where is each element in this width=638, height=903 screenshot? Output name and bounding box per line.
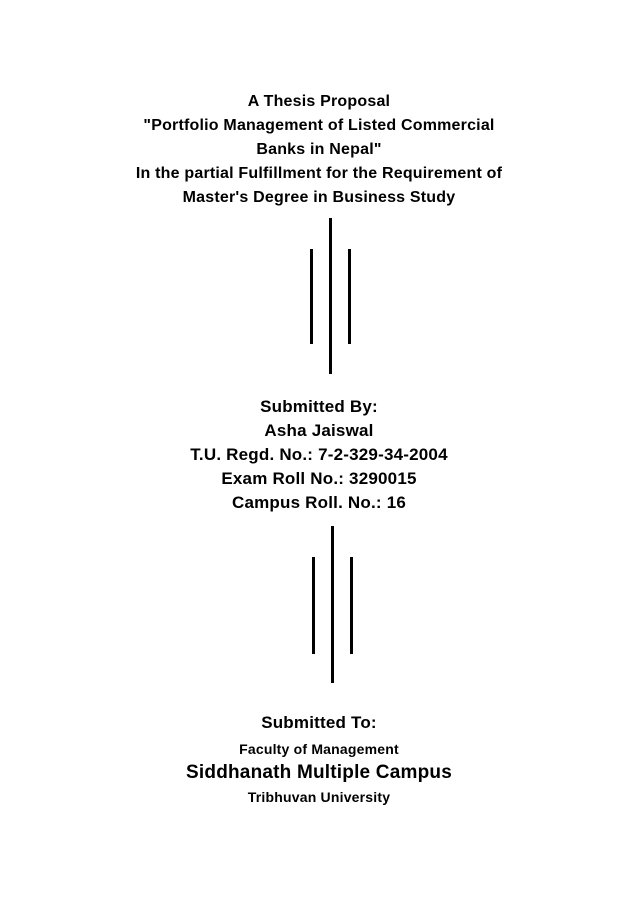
submitted-to-label: Submitted To: <box>261 713 377 732</box>
campus-name: Siddhanath Multiple Campus <box>186 762 452 783</box>
divider-left-bar <box>312 557 315 654</box>
student-name: Asha Jaiswal <box>264 421 374 440</box>
divider-right-bar <box>350 557 353 654</box>
submitted-by-label: Submitted By: <box>260 397 378 416</box>
tu-regd-number: T.U. Regd. No.: 7-2-329-34-2004 <box>190 445 448 464</box>
proposal-heading: A Thesis Proposal <box>247 93 391 110</box>
divider-left-bar <box>310 249 313 344</box>
faculty-name: Faculty of Management <box>239 741 399 757</box>
campus-roll-number: Campus Roll. No.: 16 <box>231 493 407 512</box>
divider-center-bar <box>331 526 334 683</box>
divider-center-bar <box>329 218 332 374</box>
purpose-line-1: In the partial Fulfillment for the Requirement of <box>135 165 503 182</box>
thesis-title-line-2: Banks in Nepal" <box>256 141 382 158</box>
exam-roll-number: Exam Roll No.: 3290015 <box>221 469 417 488</box>
university-name: Tribhuvan University <box>247 789 391 805</box>
thesis-title-line-1: "Portfolio Management of Listed Commercial <box>143 117 495 134</box>
divider-right-bar <box>348 249 351 344</box>
purpose-line-2: Master's Degree in Business Study <box>182 189 456 206</box>
